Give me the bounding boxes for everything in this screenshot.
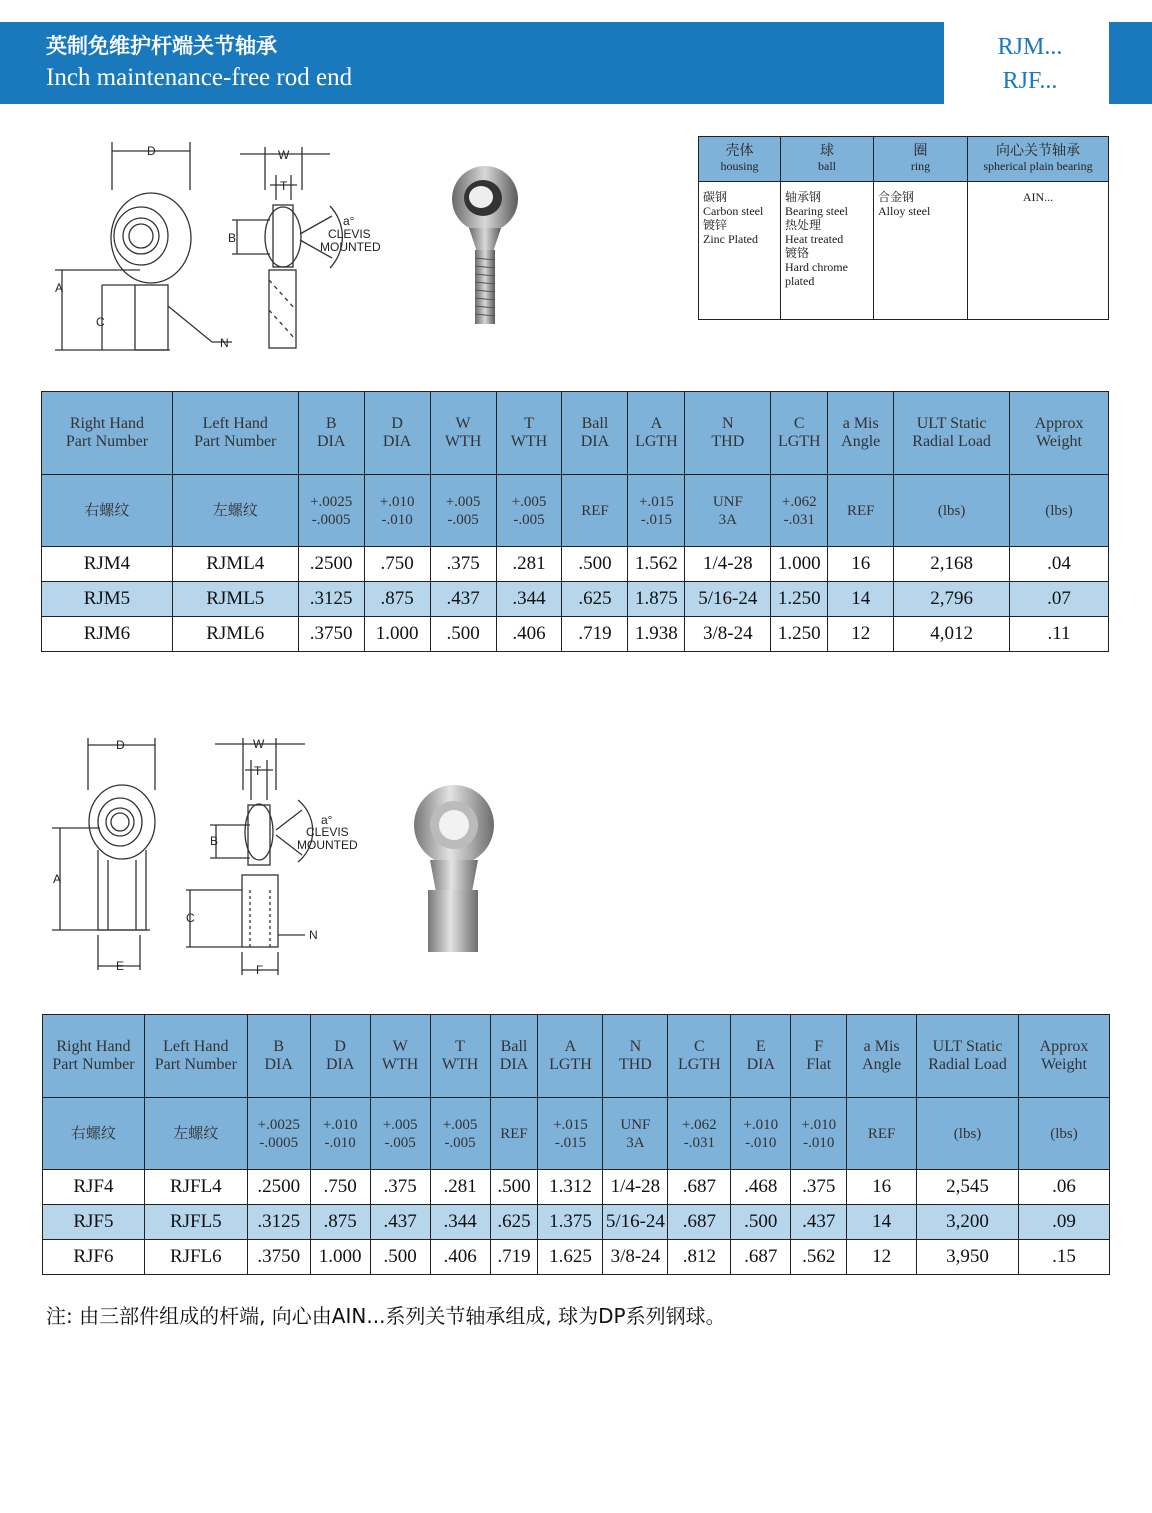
rjf-tolerance-cell xyxy=(430,1098,490,1170)
rjm-header-line: Part Number xyxy=(65,433,149,450)
series-code-rjm: RJM... xyxy=(997,34,1063,60)
rjf-tolerance-line: (lbs) xyxy=(1050,1125,1078,1142)
rjf-tolerance-cell xyxy=(370,1098,430,1170)
rjm-header-line: Right Hand xyxy=(69,415,145,432)
rjm-tolerance-line: (lbs) xyxy=(937,502,966,519)
rjf-header-line: Angle xyxy=(862,1056,902,1073)
rjm-tolerance-cell xyxy=(364,475,430,547)
dim-label-d-2: D xyxy=(116,738,125,752)
rjm-tolerance-cell xyxy=(828,475,894,547)
rjf-tolerance-line: 右螺纹 xyxy=(70,1125,116,1142)
table-cell: 1/4-28 xyxy=(685,547,771,582)
rjf-header-line: T xyxy=(455,1038,465,1055)
rjf-tolerance-line: 左螺纹 xyxy=(173,1125,219,1142)
rjf-tolerance-line: -.0005 xyxy=(259,1134,299,1151)
rjf-header-line: Left Hand xyxy=(163,1038,229,1055)
table-cell: 1.000 xyxy=(771,547,828,582)
table-cell: .500 xyxy=(731,1205,791,1240)
table-cell: .15 xyxy=(1018,1240,1109,1275)
rjf-header-cell xyxy=(917,1015,1019,1098)
table-cell: .375 xyxy=(791,1170,847,1205)
table-cell: .281 xyxy=(430,1170,490,1205)
rjf-header-line: DIA xyxy=(499,1056,529,1073)
table-cell: RJM6 xyxy=(42,617,173,652)
rjf-header-cell xyxy=(668,1015,731,1098)
materials-header-bearing: 向心关节轴承 spherical plain bearing xyxy=(968,137,1109,182)
rjf-header-cell xyxy=(247,1015,310,1098)
table-cell: 1/4-28 xyxy=(603,1170,668,1205)
table-cell: 1.875 xyxy=(628,582,685,617)
rjf-header-line: Part Number xyxy=(154,1056,237,1073)
rjm-product-photo xyxy=(445,162,525,327)
table-cell: .875 xyxy=(364,582,430,617)
rjm-tolerance-line: +.062 xyxy=(781,493,817,510)
clevis-label-2: CLEVIS xyxy=(306,825,349,839)
rjm-header-cell xyxy=(628,392,685,475)
dim-label-b-2: B xyxy=(210,834,219,848)
series-codes xyxy=(975,30,1085,98)
rjm-tolerance-line: REF xyxy=(581,502,609,519)
angle-label-2: a° xyxy=(321,813,333,827)
rjm-header-line: WTH xyxy=(510,433,548,450)
rjf-tolerance-cell xyxy=(144,1098,247,1170)
table-cell: .3750 xyxy=(298,617,364,652)
table-row xyxy=(42,547,1109,582)
dim-label-t: T xyxy=(280,179,288,193)
rjf-tolerance-line: +.015 xyxy=(553,1116,588,1133)
table-cell: RJM4 xyxy=(42,547,173,582)
table-cell: 1.000 xyxy=(364,617,430,652)
rjf-tolerance-line: UNF xyxy=(620,1116,651,1133)
mounted-label-2: MOUNTED xyxy=(297,838,358,852)
table-cell: RJF4 xyxy=(43,1170,145,1205)
table-cell: 14 xyxy=(847,1205,917,1240)
table-cell: .281 xyxy=(496,547,562,582)
rjm-header-line: C xyxy=(793,415,805,432)
table-cell: .2500 xyxy=(247,1170,310,1205)
table-cell: .625 xyxy=(490,1205,538,1240)
rjf-header-line: LGTH xyxy=(678,1056,721,1073)
table-cell: RJML4 xyxy=(172,547,298,582)
table-cell: .406 xyxy=(496,617,562,652)
rjf-tolerance-cell xyxy=(917,1098,1019,1170)
mounted-label: MOUNTED xyxy=(320,240,381,254)
rjm-header-cell xyxy=(496,392,562,475)
rjm-tolerance-line: -.031 xyxy=(783,511,815,528)
rjf-tolerance-cell xyxy=(1018,1098,1109,1170)
rjm-tolerance-line: +.005 xyxy=(445,493,481,510)
title-en: Inch maintenance-free rod end xyxy=(46,64,353,91)
rjm-header-cell xyxy=(42,392,173,475)
rjf-tolerance-cell xyxy=(310,1098,370,1170)
table-cell: .500 xyxy=(562,547,628,582)
rjm-header-line: WTH xyxy=(444,433,482,450)
rjf-header-row xyxy=(43,1015,1110,1098)
rjf-tolerance-cell xyxy=(247,1098,310,1170)
table-cell: 12 xyxy=(847,1240,917,1275)
table-cell: 3,200 xyxy=(917,1205,1019,1240)
rjm-tolerance-cell xyxy=(685,475,771,547)
rjf-tolerance-line: -.010 xyxy=(803,1134,835,1151)
materials-header-housing: 壳体 housing xyxy=(699,137,781,182)
rjm-tolerance-cell xyxy=(172,475,298,547)
table-cell: .2500 xyxy=(298,547,364,582)
dim-label-d: D xyxy=(147,144,156,158)
rjf-tolerance-line: +.005 xyxy=(382,1116,418,1133)
rjm-header-cell xyxy=(562,392,628,475)
rjf-tolerance-cell xyxy=(603,1098,668,1170)
rjf-header-line: Radial Load xyxy=(928,1056,1007,1073)
rjf-tolerance-line: -.010 xyxy=(324,1134,356,1151)
rjf-header-line: WTH xyxy=(381,1056,419,1073)
table-cell: .3125 xyxy=(298,582,364,617)
rjf-header-line: C xyxy=(694,1038,705,1055)
dim-label-e: E xyxy=(116,959,125,973)
table-cell: 1.938 xyxy=(628,617,685,652)
rjm-header-line: a Mis xyxy=(842,415,879,432)
rjm-tolerance-line: REF xyxy=(846,502,875,519)
rjf-header-line: WTH xyxy=(441,1056,479,1073)
rjf-tolerance-cell xyxy=(43,1098,145,1170)
rjf-tolerance-cell xyxy=(668,1098,731,1170)
rjm-tolerance-line: -.005 xyxy=(447,511,479,528)
table-cell: 3/8-24 xyxy=(603,1240,668,1275)
rjm-technical-drawing xyxy=(40,130,400,360)
rjm-header-line: A xyxy=(650,415,663,432)
table-cell: .750 xyxy=(310,1170,370,1205)
table-cell: 1.312 xyxy=(538,1170,603,1205)
materials-header-row xyxy=(699,137,1109,182)
table-cell: .344 xyxy=(496,582,562,617)
rjf-tolerance-line: +.010 xyxy=(322,1116,358,1133)
rjf-tolerance-cell xyxy=(490,1098,538,1170)
table-cell: RJML6 xyxy=(172,617,298,652)
rjm-tolerance-line: +.015 xyxy=(639,493,674,510)
rjm-tolerance-cell xyxy=(42,475,173,547)
rjm-tolerance-line: -.015 xyxy=(640,511,673,528)
rjm-tolerance-row xyxy=(42,475,1109,547)
rjm-header-line: ULT Static xyxy=(916,415,987,432)
rjm-header-line: DIA xyxy=(580,433,610,450)
rjf-header-line: Ball xyxy=(500,1038,528,1055)
rjf-tolerance-line: +.0025 xyxy=(257,1116,300,1133)
rjf-spec-table xyxy=(42,1014,1110,1275)
table-cell: .687 xyxy=(668,1205,731,1240)
rjf-header-cell xyxy=(490,1015,538,1098)
table-cell: 1.250 xyxy=(771,582,828,617)
table-row xyxy=(43,1170,1110,1205)
rjm-header-line: DIA xyxy=(382,433,412,450)
rjm-tolerance-line: +.0025 xyxy=(310,493,353,510)
rjm-header-line: Weight xyxy=(1036,433,1082,450)
rjf-tolerance-line: -.010 xyxy=(745,1134,777,1151)
table-cell: .437 xyxy=(430,582,496,617)
rjf-header-line: A xyxy=(564,1038,577,1055)
rjm-tolerance-line: -.005 xyxy=(513,511,545,528)
rjf-tolerance-cell xyxy=(538,1098,603,1170)
rjf-header-line: Approx xyxy=(1039,1038,1089,1055)
dim-label-b: B xyxy=(228,231,237,245)
table-cell: .07 xyxy=(1010,582,1109,617)
dim-label-a: A xyxy=(55,281,64,295)
table-cell: .875 xyxy=(310,1205,370,1240)
rjf-tolerance-line: REF xyxy=(500,1125,528,1142)
table-row xyxy=(43,1205,1110,1240)
rjm-tolerance-cell xyxy=(430,475,496,547)
rjf-header-line: DIA xyxy=(325,1056,355,1073)
table-cell: RJF5 xyxy=(43,1205,145,1240)
rjm-header-line: B xyxy=(325,415,337,432)
rjf-header-line: W xyxy=(392,1038,408,1055)
rjm-header-line: Approx xyxy=(1034,415,1084,432)
rjm-header-line: THD xyxy=(711,433,745,450)
table-cell: 1.625 xyxy=(538,1240,603,1275)
rjf-tolerance-line: -.005 xyxy=(384,1134,416,1151)
rjm-tolerance-line: (lbs) xyxy=(1045,502,1073,519)
dim-label-a-2: A xyxy=(53,872,62,886)
rjf-tolerance-line: +.010 xyxy=(743,1116,779,1133)
rjm-tolerance-cell xyxy=(496,475,562,547)
rjm-header-cell xyxy=(430,392,496,475)
rjf-tolerance-line: -.031 xyxy=(683,1134,715,1151)
table-cell: .406 xyxy=(430,1240,490,1275)
table-cell: .625 xyxy=(562,582,628,617)
dim-label-c: C xyxy=(96,315,105,329)
table-cell: .437 xyxy=(370,1205,430,1240)
rjf-tolerance-cell xyxy=(791,1098,847,1170)
rjf-header-line: B xyxy=(273,1038,285,1055)
rjf-header-cell xyxy=(310,1015,370,1098)
rjf-header-cell xyxy=(731,1015,791,1098)
rjm-tolerance-cell xyxy=(894,475,1010,547)
materials-housing-cell: 碳钢 Carbon steel 镀锌 Zinc Plated xyxy=(699,182,781,320)
rjm-header-cell xyxy=(298,392,364,475)
rjm-header-line: W xyxy=(455,415,471,432)
materials-ring-cell: 合金钢 Alloy steel xyxy=(874,182,968,320)
materials-header-ball: 球 ball xyxy=(781,137,874,182)
table-cell: RJML5 xyxy=(172,582,298,617)
angle-label: a° xyxy=(343,214,355,228)
rjf-header-line: N xyxy=(629,1038,642,1055)
materials-header-ring: 圈 ring xyxy=(874,137,968,182)
rjm-spec-table xyxy=(41,391,1109,652)
rjf-header-cell xyxy=(43,1015,145,1098)
rjm-tolerance-line: +.005 xyxy=(511,493,547,510)
table-cell: 5/16-24 xyxy=(685,582,771,617)
materials-bearing-cell: AIN... xyxy=(968,182,1109,320)
rjf-tolerance-cell xyxy=(731,1098,791,1170)
rjm-header-cell xyxy=(828,392,894,475)
rjm-tolerance-cell xyxy=(628,475,685,547)
rjf-header-cell xyxy=(603,1015,668,1098)
rjm-tolerance-line: 3A xyxy=(718,511,737,528)
table-cell: 2,168 xyxy=(894,547,1010,582)
rjf-header-line: Flat xyxy=(806,1056,832,1073)
rjm-header-cell xyxy=(172,392,298,475)
rjf-tolerance-line: +.010 xyxy=(801,1116,837,1133)
rjm-header-line: LGTH xyxy=(635,433,678,450)
rjm-header-cell xyxy=(364,392,430,475)
table-cell: .344 xyxy=(430,1205,490,1240)
table-cell: .3750 xyxy=(247,1240,310,1275)
table-cell: 2,545 xyxy=(917,1170,1019,1205)
series-code-rjf: RJF... xyxy=(1002,68,1058,94)
rjm-header-line: T xyxy=(524,415,534,432)
footnote: 注: 由三部件组成的杆端, 向心由AIN...系列关节轴承组成, 球为DP系列钢球。 xyxy=(46,1304,726,1328)
clevis-label: CLEVIS xyxy=(328,227,371,241)
table-cell: .500 xyxy=(370,1240,430,1275)
table-row xyxy=(43,1240,1110,1275)
rjm-header-line: Ball xyxy=(581,415,609,432)
rjm-header-row xyxy=(42,392,1109,475)
rjm-tolerance-line: 左螺纹 xyxy=(212,502,258,519)
title-zh: 英制免维护杆端关节轴承 xyxy=(46,34,277,58)
rjm-tolerance-line: +.010 xyxy=(379,493,415,510)
rjf-tolerance-line: -.015 xyxy=(554,1134,587,1151)
table-cell: 16 xyxy=(847,1170,917,1205)
dim-label-n: N xyxy=(220,336,229,350)
materials-ball-cell: 轴承钢 Bearing steel 热处理 Heat treated 镀铬 Hard chrome plated xyxy=(781,182,874,320)
table-cell: .500 xyxy=(490,1170,538,1205)
rjf-tolerance-row xyxy=(43,1098,1110,1170)
rjf-header-line: D xyxy=(334,1038,346,1055)
table-cell: .04 xyxy=(1010,547,1109,582)
table-cell: .687 xyxy=(731,1240,791,1275)
table-cell: 12 xyxy=(828,617,894,652)
rjf-tolerance-line: +.005 xyxy=(442,1116,478,1133)
table-cell: .500 xyxy=(430,617,496,652)
materials-body-row xyxy=(699,182,1109,320)
dim-label-w: W xyxy=(278,148,290,162)
rjf-tolerance-line: +.062 xyxy=(681,1116,717,1133)
rjf-header-line: LGTH xyxy=(549,1056,592,1073)
table-cell: RJFL5 xyxy=(144,1205,247,1240)
rjf-header-cell xyxy=(144,1015,247,1098)
rjf-tolerance-line: REF xyxy=(867,1125,896,1142)
table-cell: 4,012 xyxy=(894,617,1010,652)
rjf-header-line: DIA xyxy=(746,1056,775,1073)
table-cell: .750 xyxy=(364,547,430,582)
rjf-header-line: THD xyxy=(618,1056,652,1073)
rjf-header-cell xyxy=(791,1015,847,1098)
rjf-header-line: Right Hand xyxy=(56,1038,131,1055)
table-cell: .06 xyxy=(1018,1170,1109,1205)
rjm-header-cell xyxy=(894,392,1010,475)
rjm-header-line: Radial Load xyxy=(912,433,991,450)
table-cell: .09 xyxy=(1018,1205,1109,1240)
dim-label-f: F xyxy=(256,963,264,977)
rjf-header-cell xyxy=(370,1015,430,1098)
rjm-tolerance-cell xyxy=(771,475,828,547)
table-row xyxy=(42,617,1109,652)
rjf-header-cell xyxy=(538,1015,603,1098)
rjm-header-cell xyxy=(771,392,828,475)
table-cell: 16 xyxy=(828,547,894,582)
table-cell: .812 xyxy=(668,1240,731,1275)
rjf-header-line: Part Number xyxy=(52,1056,135,1073)
table-cell: 1.562 xyxy=(628,547,685,582)
rjf-header-line: ULT Static xyxy=(932,1038,1003,1055)
rjf-header-line: DIA xyxy=(264,1056,293,1073)
table-cell: 1.375 xyxy=(538,1205,603,1240)
rjf-header-line: F xyxy=(814,1038,824,1055)
rjm-tolerance-line: UNF xyxy=(712,493,743,510)
table-cell: 1.250 xyxy=(771,617,828,652)
rjm-tolerance-cell xyxy=(562,475,628,547)
rjm-tolerance-line: 右螺纹 xyxy=(84,502,130,519)
rjf-tolerance-cell xyxy=(847,1098,917,1170)
rjf-tolerance-line: (lbs) xyxy=(953,1125,982,1142)
header-side-block xyxy=(1109,22,1152,104)
table-cell: RJFL6 xyxy=(144,1240,247,1275)
rjf-header-line: Weight xyxy=(1041,1056,1087,1073)
table-cell: .11 xyxy=(1010,617,1109,652)
dim-label-t-2: T xyxy=(254,764,262,778)
table-cell: .562 xyxy=(791,1240,847,1275)
table-cell: .687 xyxy=(668,1170,731,1205)
table-cell: RJF6 xyxy=(43,1240,145,1275)
rjf-technical-drawing xyxy=(40,730,380,980)
table-cell: 3/8-24 xyxy=(685,617,771,652)
dim-label-n-2: N xyxy=(309,928,318,942)
table-row xyxy=(42,582,1109,617)
table-cell: .375 xyxy=(430,547,496,582)
rjf-header-line: E xyxy=(755,1038,766,1055)
dim-label-c-2: C xyxy=(186,911,195,925)
rjm-header-line: Angle xyxy=(841,433,881,450)
table-cell: .3125 xyxy=(247,1205,310,1240)
rjf-header-cell xyxy=(847,1015,917,1098)
rjm-header-cell xyxy=(685,392,771,475)
rjf-header-cell xyxy=(430,1015,490,1098)
rjf-product-photo xyxy=(408,780,498,955)
rjm-header-line: N xyxy=(722,415,734,432)
rjf-tolerance-line: -.005 xyxy=(444,1134,476,1151)
table-cell: .437 xyxy=(791,1205,847,1240)
rjf-header-line: a Mis xyxy=(863,1038,900,1055)
rjm-header-line: Left Hand xyxy=(202,415,268,432)
table-cell: .468 xyxy=(731,1170,791,1205)
table-cell: RJFL4 xyxy=(144,1170,247,1205)
table-cell: 1.000 xyxy=(310,1240,370,1275)
header-banner xyxy=(0,22,944,104)
table-cell: 2,796 xyxy=(894,582,1010,617)
rjf-header-cell xyxy=(1018,1015,1109,1098)
rjm-tolerance-cell xyxy=(1010,475,1109,547)
table-cell: 14 xyxy=(828,582,894,617)
rjm-tolerance-cell xyxy=(298,475,364,547)
table-cell: .375 xyxy=(370,1170,430,1205)
rjm-header-cell xyxy=(1010,392,1109,475)
dim-label-w-2: W xyxy=(253,737,265,751)
table-cell: RJM5 xyxy=(42,582,173,617)
rjm-header-line: LGTH xyxy=(777,433,821,450)
materials-table xyxy=(698,136,1109,320)
table-cell: 5/16-24 xyxy=(603,1205,668,1240)
rjm-header-line: D xyxy=(391,415,403,432)
table-cell: 3,950 xyxy=(917,1240,1019,1275)
rjm-header-line: DIA xyxy=(316,433,346,450)
rjm-tolerance-line: -.010 xyxy=(381,511,413,528)
rjm-tolerance-line: -.0005 xyxy=(311,511,351,528)
table-cell: .719 xyxy=(562,617,628,652)
rjf-tolerance-line: 3A xyxy=(626,1134,645,1151)
rjm-header-line: Part Number xyxy=(194,433,277,450)
table-cell: .719 xyxy=(490,1240,538,1275)
